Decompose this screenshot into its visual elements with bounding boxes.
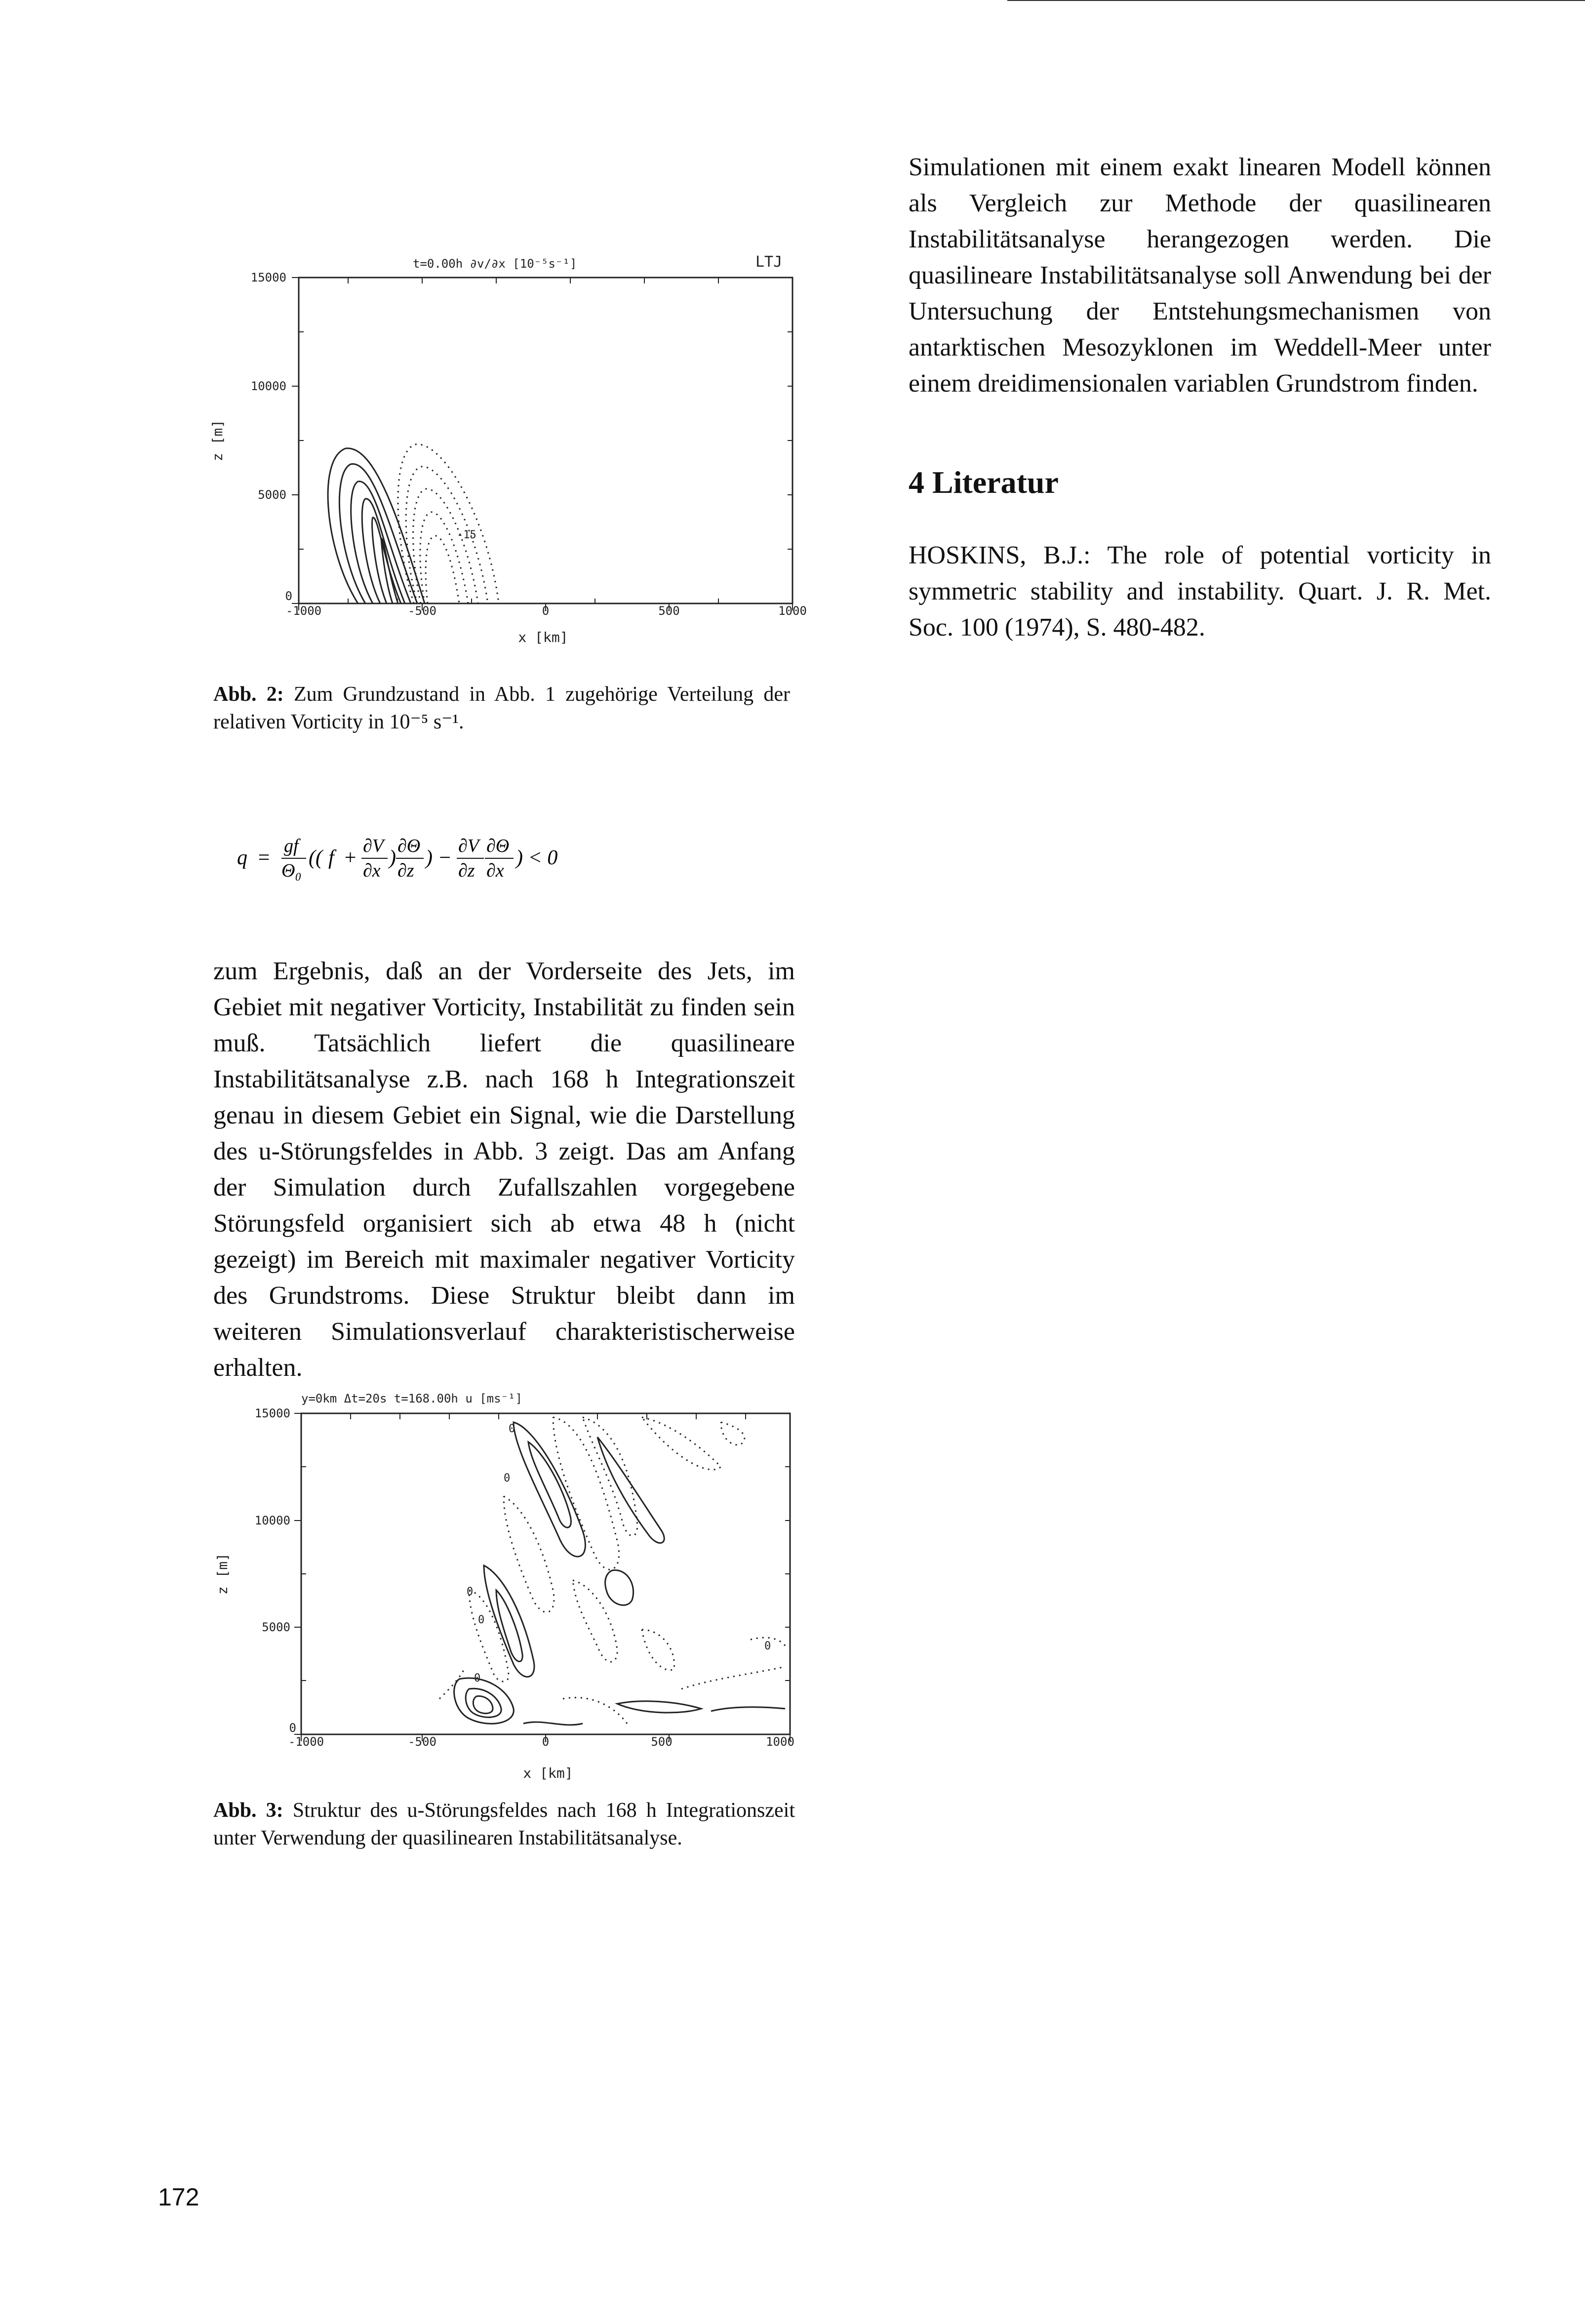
- equation-render: [237, 835, 780, 884]
- contour-solid-4: [496, 1590, 522, 1661]
- contour-dotted-2: [583, 1417, 637, 1536]
- section-heading: 4 Literatur: [909, 465, 1059, 500]
- svg-text:): ): [389, 846, 396, 869]
- x-tick-label: 500: [658, 604, 680, 618]
- contour-solid-6: [597, 1437, 664, 1543]
- solid-contours: [454, 1422, 785, 1725]
- contour-solid-11: [711, 1707, 785, 1711]
- zero-label: 0: [504, 1472, 511, 1484]
- y-ticks: [292, 278, 792, 603]
- svg-text:Θ₀: Θ₀: [281, 860, 302, 881]
- x-tick-label: -1000: [285, 604, 322, 618]
- contour-solid-10: [617, 1701, 701, 1713]
- x-tick-label: 0: [542, 1735, 550, 1749]
- figure-2-plot: [207, 247, 830, 672]
- svg-text:∂V: ∂V: [458, 836, 479, 856]
- contour-dotted-4: [420, 512, 468, 603]
- contour-solid-2: [339, 464, 417, 603]
- svg-text:∂x: ∂x: [486, 860, 504, 881]
- equation: [237, 835, 780, 884]
- x-ticks: [301, 1413, 790, 1741]
- contour-dotted-5: [504, 1496, 554, 1612]
- figure-3-title: y=0km Δt=20s t=168.00h u [ms⁻¹]: [301, 1392, 522, 1405]
- svg-text:) −: ) −: [426, 846, 452, 869]
- x-tick-label: 1000: [778, 604, 807, 618]
- y-tick-label: 5000: [258, 488, 286, 502]
- svg-text:q: q: [237, 846, 247, 869]
- y-axis-label: z [m]: [209, 419, 226, 462]
- contour-dotted-3: [642, 1417, 721, 1470]
- svg-text:=: =: [257, 846, 271, 869]
- zero-label: 0: [474, 1672, 481, 1684]
- right-paragraph: Simulationen mit einem exakt linearen Modell können als Vergleich zur Methode der quasilinearen Instabilitätsanalyse herangezogen werden. Die quasilineare Instabilitätsanalyse soll Anwendung bei der Untersuchung der Entstehungsmechanismen von antarktischen Mesozyklonen im Weddell-Meer unter einem dreidimensionalen variablen Grundstrom finden.: [909, 153, 1491, 398]
- zero-label: 0: [509, 1423, 515, 1435]
- corner-label: LTJ: [755, 253, 783, 271]
- svg-text:+: +: [343, 846, 357, 869]
- figure-3-caption: [213, 1797, 795, 1852]
- contour-solid-3: [484, 1565, 534, 1677]
- contour-label: -15: [457, 529, 476, 541]
- contour-dotted-7: [573, 1580, 617, 1662]
- zero-label: 0: [764, 1640, 771, 1652]
- svg-text:gf: gf: [284, 836, 299, 856]
- y-tick-label: 10000: [250, 379, 286, 393]
- reference-entry: HOSKINS, B.J.: The role of potential vorticity in symmetric stability and instability. Quart. J. R. Met. Soc. 100 (1974), S. 480-482.: [909, 541, 1491, 641]
- y-tick-label: 10000: [254, 1514, 290, 1527]
- svg-text:((: ((: [309, 846, 322, 869]
- y-tick-label: 0: [285, 589, 292, 603]
- contour-dotted-3: [413, 489, 478, 603]
- top-rule: [1007, 0, 1585, 1]
- x-axis-label: x [km]: [518, 629, 568, 645]
- svg-text:∂z: ∂z: [397, 860, 414, 881]
- y-axis-label: z [m]: [214, 1553, 231, 1595]
- y-tick-label: 15000: [250, 271, 286, 284]
- x-tick-label: 500: [651, 1735, 673, 1749]
- caption-label: Abb. 2:: [213, 683, 284, 706]
- svg-text:) < 0: ) < 0: [516, 846, 558, 869]
- contour-dotted-1: [398, 444, 499, 603]
- contour-solid-1: [328, 448, 425, 603]
- caption-text: Zum Grundzustand in Abb. 1 zugehörige Verteilung der relativen Vorticity in 10⁻⁵ s⁻¹.: [213, 683, 790, 733]
- svg-text:∂Θ: ∂Θ: [486, 836, 510, 856]
- figure-3-plot: [207, 1383, 830, 1798]
- svg-text:f: f: [328, 846, 334, 869]
- x-axis-label: x [km]: [523, 1765, 573, 1781]
- contour-solid-9: [473, 1696, 493, 1714]
- y-tick-label: 5000: [262, 1620, 290, 1634]
- figure-2: [207, 247, 830, 672]
- x-tick-label: -500: [408, 1735, 436, 1749]
- contour-dotted-12: [439, 1669, 464, 1699]
- page-number: 172: [158, 2183, 199, 2211]
- contour-dotted-8: [642, 1630, 674, 1670]
- figure-3: [207, 1383, 830, 1798]
- contour-dotted-11: [563, 1697, 627, 1723]
- dotted-contours: [398, 444, 499, 603]
- y-ticks: [294, 1413, 790, 1734]
- contour-solid-5: [605, 1570, 634, 1605]
- x-tick-label: -500: [408, 604, 436, 618]
- y-tick-label: 15000: [254, 1406, 290, 1420]
- x-tick-label: -1000: [288, 1735, 324, 1749]
- left-paragraph: zum Ergebnis, daß an der Vorderseite des Jets, im Gebiet mit negativer Vorticity, Instabilität zu finden sein muß. Tatsächlich liefert die quasilineare Instabilitätsanalyse z.B. nach 168 h Integrationszeit genau in diesem Gebiet ein Signal, wie die Darstellung des u-Störungsfeldes in Abb. 3 zeigt. Das am Anfang der Simulation durch Zufallszahlen vorgegebene Störungsfeld organisiert sich ab etwa 48 h (nicht gezeigt) im Bereich mit maximaler negativer Vorticity des Grundstroms. Diese Struktur bleibt dann im weiteren Simulationsverlauf charakteristischerweise erhalten.: [213, 957, 795, 1382]
- plot-frame: [299, 278, 792, 603]
- contour-solid-1: [514, 1422, 585, 1557]
- solid-contours: [328, 448, 425, 603]
- x-tick-label: 1000: [766, 1735, 794, 1749]
- svg-text:∂Θ: ∂Θ: [397, 836, 421, 856]
- caption-label: Abb. 3:: [213, 1799, 283, 1822]
- svg-text:∂z: ∂z: [458, 860, 475, 881]
- zero-label: 0: [467, 1586, 474, 1598]
- x-ticks: [299, 278, 792, 610]
- svg-text:∂x: ∂x: [363, 860, 381, 881]
- y-tick-label: 0: [289, 1721, 296, 1735]
- figure-2-caption: [213, 681, 790, 736]
- caption-text: Struktur des u-Störungsfeldes nach 168 h Integrationszeit unter Verwendung der quasilinearen Instabilitätsanalyse.: [213, 1799, 795, 1849]
- zero-label: 0: [478, 1614, 485, 1626]
- svg-text:∂V: ∂V: [363, 836, 384, 856]
- figure-2-title: t=0.00h ∂v/∂x [10⁻⁵s⁻¹]: [413, 257, 577, 271]
- contour-dotted-4: [721, 1422, 745, 1445]
- x-tick-label: 0: [542, 604, 550, 618]
- contour-dotted-9: [681, 1667, 785, 1689]
- contour-solid-12: [523, 1722, 583, 1725]
